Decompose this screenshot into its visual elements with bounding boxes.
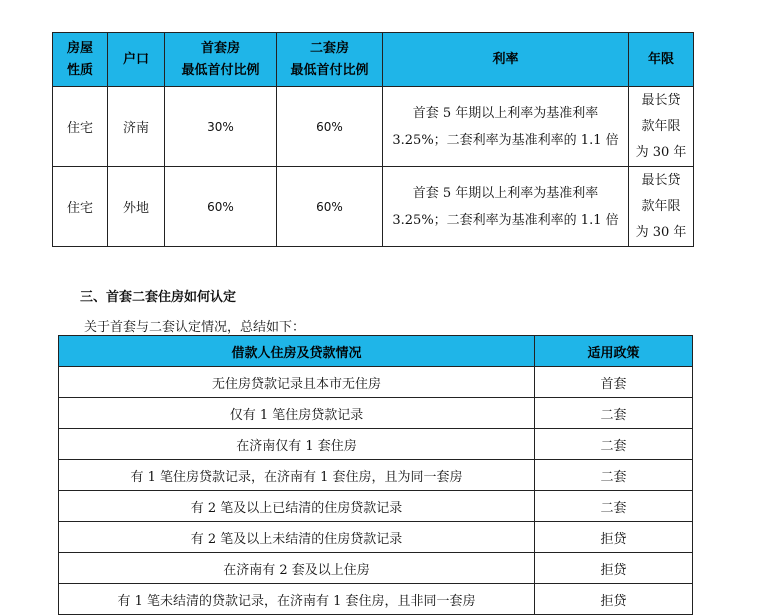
cell-policy: 二套 xyxy=(535,460,693,491)
table-header-row xyxy=(53,33,694,87)
table-row xyxy=(59,367,693,398)
cell-situation: 有 2 笔及以上已结清的住房贷款记录 xyxy=(59,491,535,522)
header-first-home: 首套房 最低首付比例 xyxy=(165,33,277,87)
cell-policy: 二套 xyxy=(535,491,693,522)
header-rate: 利率 xyxy=(383,33,629,87)
header-policy: 适用政策 xyxy=(535,336,693,367)
cell-situation: 在济南有 2 套及以上住房 xyxy=(59,553,535,584)
down-payment-rate-table xyxy=(52,32,694,247)
cell-policy: 二套 xyxy=(535,398,693,429)
cell-situation: 无住房贷款记录且本市无住房 xyxy=(59,367,535,398)
cell-hukou: 外地 xyxy=(108,167,165,247)
header-property-type: 房屋 性质 xyxy=(53,33,108,87)
section-heading: 三、首套二套住房如何认定 xyxy=(80,290,237,305)
cell-policy: 拒贷 xyxy=(535,553,693,584)
table-row xyxy=(59,522,693,553)
cell-first-ratio: 30% xyxy=(165,87,277,167)
cell-term: 最长贷 款年限 为 30 年 xyxy=(629,87,694,167)
cell-policy: 二套 xyxy=(535,429,693,460)
table-row xyxy=(53,167,694,247)
cell-policy: 首套 xyxy=(535,367,693,398)
cell-second-ratio: 60% xyxy=(277,167,383,247)
header-situation: 借款人住房及贷款情况 xyxy=(59,336,535,367)
section-intro: 关于首套与二套认定情况，总结如下： xyxy=(84,320,306,335)
cell-hukou: 济南 xyxy=(108,87,165,167)
cell-second-ratio: 60% xyxy=(277,87,383,167)
cell-situation: 有 1 笔未结清的贷款记录，在济南有 1 套住房，且非同一套房 xyxy=(59,584,535,615)
header-second-home: 二套房 最低首付比例 xyxy=(277,33,383,87)
header-term: 年限 xyxy=(629,33,694,87)
cell-rate: 首套 5 年期以上利率为基准利率 3.25%；二套利率为基准利率的 1.1 倍 xyxy=(383,167,629,247)
table-row xyxy=(53,87,694,167)
cell-property-type: 住宅 xyxy=(53,167,108,247)
home-classification-table xyxy=(58,335,693,615)
cell-situation: 有 2 笔及以上未结清的住房贷款记录 xyxy=(59,522,535,553)
table-header-row xyxy=(59,336,693,367)
table-row xyxy=(59,491,693,522)
cell-term: 最长贷 款年限 为 30 年 xyxy=(629,167,694,247)
cell-first-ratio: 60% xyxy=(165,167,277,247)
cell-rate: 首套 5 年期以上利率为基准利率 3.25%；二套利率为基准利率的 1.1 倍 xyxy=(383,87,629,167)
table-row xyxy=(59,553,693,584)
table-row xyxy=(59,584,693,615)
cell-situation: 仅有 1 笔住房贷款记录 xyxy=(59,398,535,429)
cell-situation: 在济南仅有 1 套住房 xyxy=(59,429,535,460)
table-row xyxy=(59,429,693,460)
table-row xyxy=(59,398,693,429)
cell-situation: 有 1 笔住房贷款记录，在济南有 1 套住房，且为同一套房 xyxy=(59,460,535,491)
header-hukou: 户口 xyxy=(108,33,165,87)
table-row xyxy=(59,460,693,491)
cell-property-type: 住宅 xyxy=(53,87,108,167)
cell-policy: 拒贷 xyxy=(535,522,693,553)
cell-policy: 拒贷 xyxy=(535,584,693,615)
